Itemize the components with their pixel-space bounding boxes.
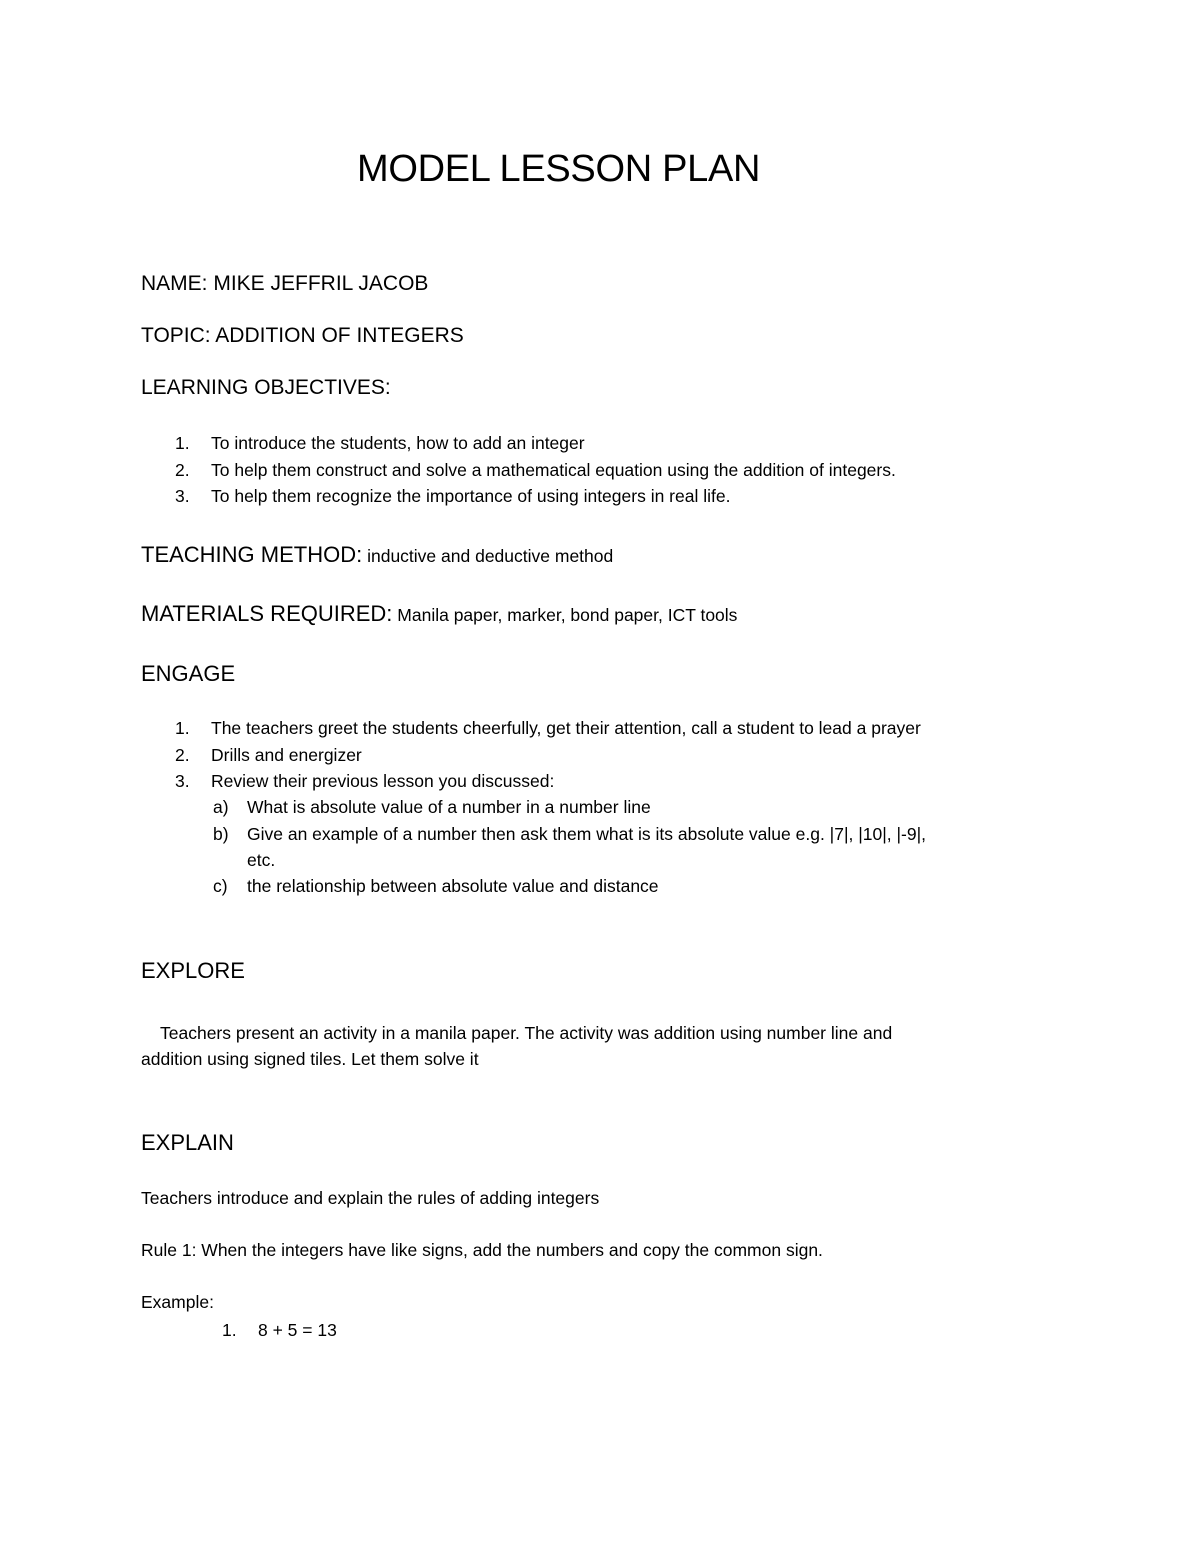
objectives-heading: LEARNING OBJECTIVES:	[141, 376, 391, 399]
explore-paragraph-line2: addition using signed tiles. Let them solve it	[141, 1049, 479, 1069]
list-number: 3.	[175, 771, 190, 791]
list-item: Review their previous lesson you discussed:	[211, 771, 555, 791]
rule-1: Rule 1: When the integers have like signs, add the numbers and copy the common sign.	[141, 1240, 823, 1260]
page-title: MODEL LESSON PLAN	[357, 148, 761, 190]
materials-value: Manila paper, marker, bond paper, ICT tools	[392, 605, 738, 625]
list-number: 3.	[175, 486, 190, 506]
topic-line: TOPIC: ADDITION OF INTEGERS	[141, 324, 464, 347]
sublist-item: the relationship between absolute value and distance	[247, 876, 659, 896]
list-number: 2.	[175, 460, 190, 480]
materials-line	[141, 601, 737, 627]
teaching-method-value: inductive and deductive method	[362, 546, 614, 566]
sublist-letter: c)	[213, 876, 228, 896]
teaching-method-label: TEACHING METHOD:	[141, 542, 363, 567]
explore-heading: EXPLORE	[141, 958, 245, 983]
name-line: NAME: MIKE JEFFRIL JACOB	[141, 272, 429, 295]
materials-label: MATERIALS REQUIRED:	[141, 601, 393, 626]
list-number: 1.	[175, 433, 190, 453]
explore-paragraph-line1: Teachers present an activity in a manila paper. The activity was addition using number line and	[160, 1023, 893, 1043]
sublist-item-continuation: etc.	[247, 850, 276, 870]
list-number: 2.	[175, 745, 190, 765]
sublist-letter: b)	[213, 824, 229, 844]
list-item: To help them construct and solve a mathematical equation using the addition of integers.	[211, 460, 896, 480]
list-number: 1.	[175, 718, 190, 738]
example-equation: 8 + 5 = 13	[258, 1320, 337, 1340]
teaching-method-line	[141, 542, 613, 568]
list-item: Drills and energizer	[211, 745, 362, 765]
list-item: The teachers greet the students cheerfully, get their attention, call a student to lead a prayer	[211, 718, 921, 738]
example-label: Example:	[141, 1292, 214, 1312]
sublist-item: Give an example of a number then ask them what is its absolute value e.g. |7|, |10|, |-9|,	[247, 824, 927, 844]
explain-intro: Teachers introduce and explain the rules of adding integers	[141, 1188, 600, 1208]
example-number: 1.	[222, 1320, 237, 1340]
list-item: To help them recognize the importance of using integers in real life.	[211, 486, 731, 506]
sublist-letter: a)	[213, 797, 229, 817]
list-item: To introduce the students, how to add an integer	[211, 433, 585, 453]
explain-heading: EXPLAIN	[141, 1130, 234, 1155]
engage-heading: ENGAGE	[141, 661, 236, 686]
sublist-item: What is absolute value of a number in a number line	[247, 797, 651, 817]
